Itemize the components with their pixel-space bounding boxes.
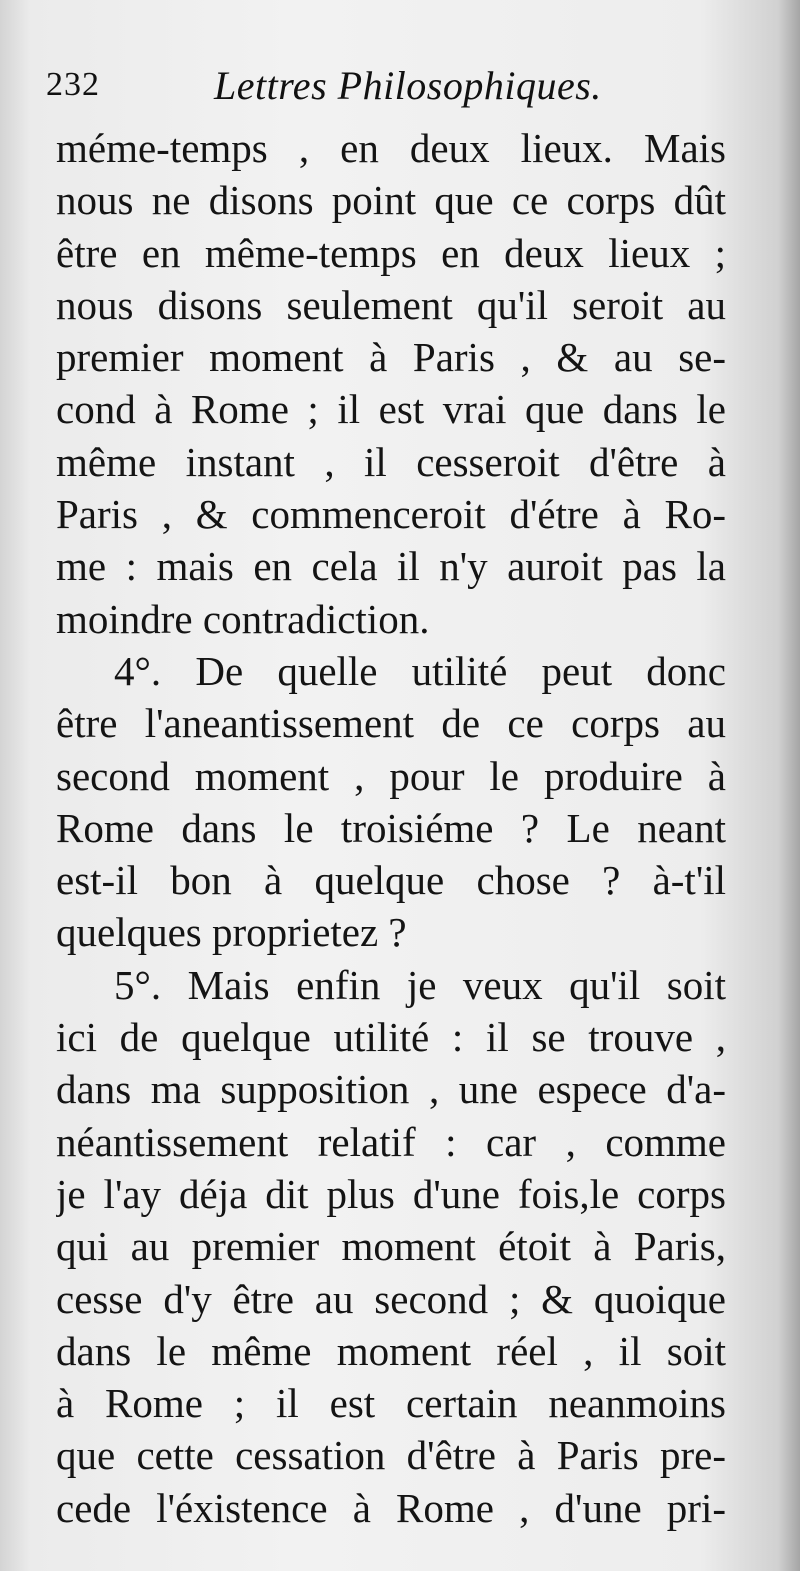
text-line: second moment , pour le produire à — [56, 752, 726, 799]
text-line: être en même-temps en deux lieux ; — [56, 229, 726, 276]
page-number: 232 — [46, 66, 100, 103]
text-line: néantissement relatif : car , comme — [56, 1118, 726, 1165]
text-line: dans ma supposition , une espece d'a- — [56, 1066, 726, 1113]
text-line: nous disons seulement qu'il seroit au — [56, 281, 726, 328]
text-line: même instant , il cesseroit d'être à — [56, 438, 726, 485]
text-line: méme-temps , en deux lieux. Mais — [56, 125, 726, 171]
page-gutter-shadow — [778, 0, 800, 1571]
text-line: cesse d'y être au second ; & quoique — [56, 1275, 726, 1322]
text-line: à Rome ; il est certain neanmoins — [56, 1380, 726, 1427]
text-line: qui au premier moment étoit à Paris, — [56, 1223, 726, 1270]
text-line: Paris , & commenceroit d'étre à Ro- — [56, 491, 726, 538]
text-line: dans le même moment réel , il soit — [56, 1327, 726, 1374]
text-line: premier moment à Paris , & au se- — [56, 334, 726, 381]
text-line: quelques proprietez ? — [56, 909, 407, 956]
text-line: ici de quelque utilité : il se trouve , — [56, 1014, 726, 1061]
body-text — [56, 122, 726, 1534]
text-line: moindre contradiction. — [56, 595, 430, 642]
text-line: être l'aneantissement de ce corps au — [56, 700, 726, 747]
text-line: nous ne disons point que ce corps dût — [56, 177, 726, 224]
text-line: me : mais en cela il n'y auroit pas la — [56, 543, 726, 590]
paragraph-start-line: 4°. De quelle utilité peut donc — [114, 647, 726, 694]
text-line: est-il bon à quelque chose ? à-t'il — [56, 857, 726, 904]
running-title: Lettres Philosophiques. — [214, 63, 602, 108]
text-line: je l'ay déja dit plus d'une fois,le corps — [56, 1170, 726, 1217]
paragraph-start-line: 5°. Mais enfin je veux qu'il soit — [114, 961, 726, 1008]
text-line: que cette cessation d'être à Paris pre- — [56, 1432, 726, 1479]
text-line: cede l'éxistence à Rome , d'une pri- — [56, 1484, 726, 1531]
text-line: Rome dans le troisiéme ? Le neant — [56, 804, 726, 851]
text-line: cond à Rome ; il est vrai que dans le — [56, 386, 726, 433]
page-header — [46, 63, 726, 122]
